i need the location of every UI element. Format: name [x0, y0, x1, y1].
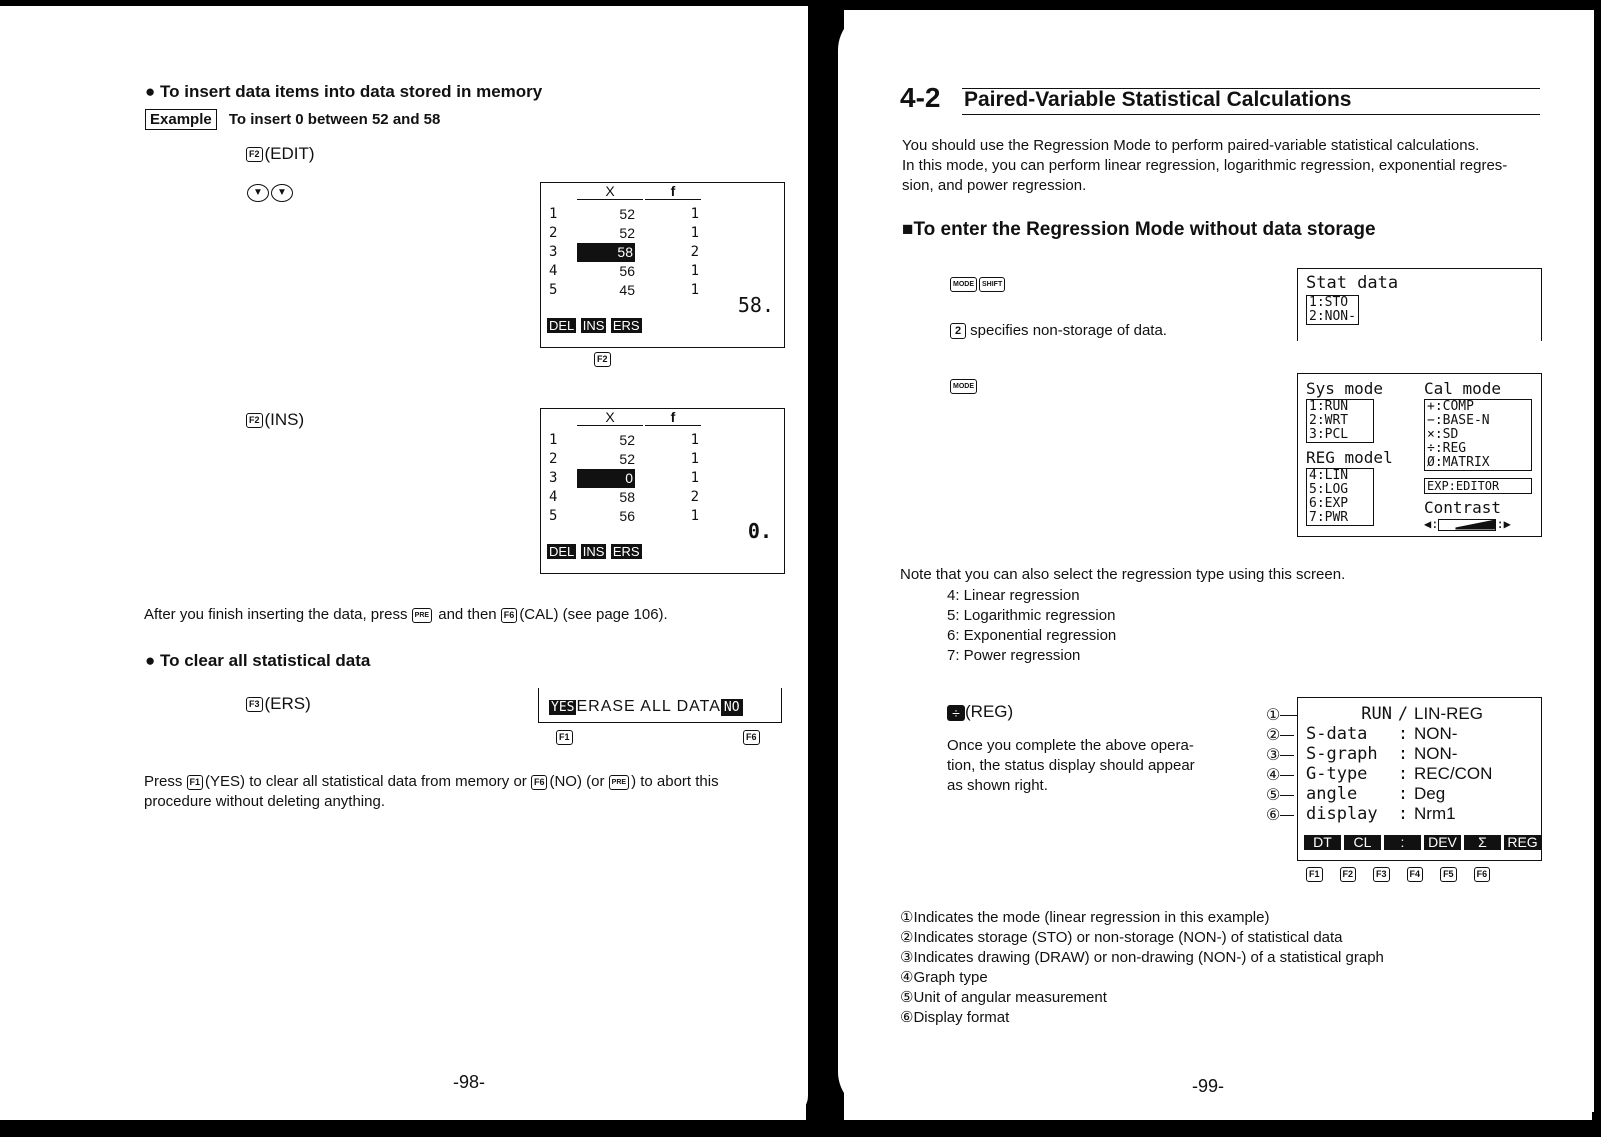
contrast-left-icon: ◀: [1424, 517, 1439, 531]
row-number: 1 [549, 432, 558, 448]
status-row [1306, 744, 1457, 764]
f1-key: F1 [187, 775, 204, 790]
yes-softkey: YES [551, 700, 575, 715]
f-cell: 1 [690, 263, 699, 279]
no-softkey: NO [721, 699, 743, 716]
function-key: F6 [1474, 867, 1491, 882]
status-softkey: : [1384, 835, 1421, 850]
callout-marker [1266, 805, 1294, 825]
status-screen [1297, 697, 1542, 861]
insert-screen [540, 408, 785, 574]
legend-list [900, 908, 1384, 1028]
x-cell: 56 [619, 508, 635, 524]
col-f-header: f [645, 183, 701, 200]
reg-step [947, 702, 1013, 722]
specifies-text: specifies non-storage of data. [970, 322, 1167, 339]
contrast-slider [1424, 517, 1511, 531]
f6-key: F6 [531, 775, 548, 790]
status-key: angle [1306, 784, 1358, 804]
f-cell: 1 [690, 451, 699, 467]
status-row [1306, 724, 1457, 744]
function-key: F3 [1373, 867, 1390, 882]
legend-text: Unit of angular measurement [913, 989, 1107, 1006]
cal-mode-title: Cal mode [1424, 379, 1502, 398]
status-key: display [1306, 804, 1378, 824]
legend-number: ③ [900, 949, 914, 966]
legend-number: ④ [900, 969, 914, 986]
cursor-down-icon: ▼ [247, 184, 269, 202]
sys-mode-list: 1:RUN 2:WRT 3:PCL [1306, 399, 1374, 443]
status-softkey: DT [1304, 835, 1341, 850]
f3-key: F3 [246, 697, 263, 712]
softkey-del: DEL [549, 544, 575, 559]
status-row [1306, 764, 1492, 784]
x-cell: 58 [619, 489, 635, 505]
status-value: REC/CON [1414, 764, 1493, 783]
x-cell: 52 [619, 206, 635, 222]
f6-under-no: F6 [743, 729, 762, 747]
callout-leader [1280, 775, 1294, 776]
f-cell: 2 [690, 489, 699, 505]
softkey-ers: ERS [612, 544, 640, 559]
stat-title: Stat data [1306, 273, 1399, 293]
stat-options: 1:STO 2:NON- [1306, 295, 1359, 325]
highlighted-cell: 0 [577, 469, 635, 488]
mode-shift-keys [950, 276, 1007, 294]
f-cell: 1 [690, 206, 699, 222]
note-text: Note that you can also select the regression type using this screen. [900, 566, 1346, 583]
step-ers-text: (ERS) [264, 694, 311, 713]
row-number: 4 [549, 263, 558, 279]
callout-number: ① [1266, 707, 1281, 724]
legend-item [900, 968, 1384, 988]
f2-key: F2 [246, 147, 263, 162]
row-number: 2 [549, 451, 558, 467]
pre-key: PRE [609, 775, 629, 790]
step-edit [246, 144, 315, 164]
row-number: 3 [549, 470, 558, 486]
legend-number: ⑥ [900, 1009, 914, 1026]
divide-key-icon: ÷ [947, 705, 965, 721]
x-cell: 52 [619, 451, 635, 467]
x-cell: 45 [619, 282, 635, 298]
reg-model-list: 4:LIN 5:LOG 6:EXP 7:PWR [1306, 468, 1374, 526]
legend-text: Graph type [913, 969, 988, 986]
cursor-down-keys [247, 182, 293, 202]
mode-key: MODE [950, 379, 977, 394]
example-row [145, 111, 440, 128]
section-title-rule-bottom [962, 114, 1540, 115]
f2-key: F2 [246, 413, 263, 428]
soft-keys [547, 543, 642, 561]
legend-item [900, 908, 1384, 928]
callout-marker [1266, 745, 1294, 765]
example-text: To insert 0 between 52 and 58 [228, 111, 441, 128]
specifies-row [950, 322, 1167, 339]
status-separator: : [1397, 744, 1409, 764]
legend-text: Indicates drawing (DRAW) or non-drawing (NON-) of a statistical graph [913, 949, 1384, 966]
page-number-99: -99- [1192, 1076, 1225, 1096]
display-value: 0. [747, 519, 772, 543]
scan-bottom-border [0, 1120, 1601, 1137]
section-title: Paired-Variable Statistical Calculations [964, 88, 1352, 111]
f-cell: 2 [690, 244, 699, 260]
erase-screen [538, 688, 782, 723]
f-cell: 1 [690, 470, 699, 486]
legend-number: ⑤ [900, 989, 914, 1006]
f-cell: 1 [690, 508, 699, 524]
row-number: 5 [549, 508, 558, 524]
callout-number: ③ [1266, 747, 1281, 764]
row-number: 1 [549, 206, 558, 222]
reg-type-list: 4: Linear regression 5: Logarithmic regression 6: Exponential regression 7: Power regression [947, 587, 1117, 664]
function-key: F5 [1440, 867, 1457, 882]
example-label: Example [145, 109, 217, 130]
callout-number: ⑤ [1266, 787, 1281, 804]
status-row [1306, 784, 1445, 804]
callout-marker [1266, 725, 1294, 745]
sys-mode-title: Sys mode [1306, 379, 1384, 398]
status-key: RUN [1361, 704, 1392, 724]
status-separator: : [1397, 724, 1409, 744]
row-number: 3 [549, 244, 558, 260]
edit-screen [540, 182, 785, 348]
step-ins [246, 410, 304, 430]
reg-model-title: REG model [1306, 448, 1393, 467]
status-soft-keys [1304, 834, 1544, 852]
row-number: 2 [549, 225, 558, 241]
legend-number: ① [900, 909, 914, 926]
step-edit-text: (EDIT) [264, 144, 315, 163]
pre-key: PRE [412, 608, 432, 623]
legend-number: ② [900, 929, 914, 946]
press-text: Press F1 (YES) to clear all statistical data from memory or F6 (NO) (or PRE ) to abort this procedure without deleting anything. [144, 773, 719, 810]
status-softkey: REG [1504, 835, 1541, 850]
soft-keys [547, 317, 642, 335]
callout-leader [1280, 755, 1294, 756]
reg-step-text: (REG) [965, 702, 1014, 721]
status-separator: : [1397, 764, 1409, 784]
legend-text: Indicates storage (STO) or non-storage (NON-) of statistical data [913, 929, 1343, 946]
function-key: F1 [1306, 867, 1323, 882]
status-value: NON- [1414, 744, 1458, 763]
status-separator: : [1397, 804, 1409, 824]
legend-item [900, 988, 1384, 1008]
softkey-ins: INS [582, 318, 605, 333]
softkey-del: DEL [549, 318, 575, 333]
function-key: F2 [1340, 867, 1357, 882]
legend-item [900, 948, 1384, 968]
f1-under-yes: F1 [556, 729, 575, 747]
enter-heading: ■To enter the Regression Mode without data storage [902, 219, 1376, 240]
callout-leader [1280, 795, 1294, 796]
status-value: Deg [1414, 784, 1446, 803]
status-value: LIN-REG [1414, 704, 1483, 723]
status-softkey: Σ [1464, 835, 1501, 850]
intro-paragraph: You should use the Regression Mode to perform paired-variable statistical calculations. In this mode, you can perform linear regression, logarithmic regression, exponential regres- sion, and power regression. [902, 137, 1508, 194]
cal-mode-list: +:COMP −:BASE-N ×:SD ÷:REG Ø:MATRIX [1424, 399, 1532, 471]
status-key: G-type [1306, 764, 1368, 784]
col-f-header: f [645, 409, 701, 426]
mode-screen [1297, 373, 1542, 537]
highlighted-cell: 58 [577, 243, 635, 262]
callout-number: ④ [1266, 767, 1281, 784]
status-key: S-graph [1306, 744, 1378, 764]
x-cell: 56 [619, 263, 635, 279]
insert-heading: ● To insert data items into data stored in memory [145, 82, 543, 101]
col-x-header: X [577, 183, 643, 200]
legend-item [900, 1008, 1384, 1028]
page-number-98: -98- [453, 1072, 486, 1092]
step-ers [246, 694, 311, 714]
f6-key: F6 [501, 608, 518, 623]
section-number: 4-2 [900, 82, 941, 113]
status-separator: : [1397, 784, 1409, 804]
contrast-bar [1438, 519, 1496, 531]
col-x-header: X [577, 409, 643, 426]
status-separator: / [1397, 704, 1409, 724]
contrast-title: Contrast [1424, 498, 1502, 517]
callout-marker [1266, 785, 1294, 805]
f-cell: 1 [690, 225, 699, 241]
erase-prompt: ERASE ALL DATA [576, 698, 721, 715]
callout-marker [1266, 765, 1294, 785]
contrast-right-icon: :▶ [1496, 517, 1511, 531]
status-value: NON- [1414, 724, 1458, 743]
status-row [1306, 704, 1483, 724]
legend-item [900, 928, 1384, 948]
f-cell: 1 [690, 432, 699, 448]
key-2: 2 [950, 323, 966, 339]
f2-under-ins: F2 [594, 351, 613, 369]
display-value: 58. [737, 293, 774, 317]
status-f-keys [1306, 866, 1507, 884]
status-softkey: CL [1344, 835, 1381, 850]
step-ins-text: (INS) [264, 410, 305, 429]
status-softkey: DEV [1424, 835, 1461, 850]
stat-data-screen [1297, 268, 1542, 341]
softkey-ers: ERS [612, 318, 640, 333]
status-key: S-data [1306, 724, 1368, 744]
exp-editor: EXP:EDITOR [1424, 478, 1532, 494]
after-insert-text: After you finish inserting the data, press PRE and then F6 (CAL) (see page 106). [144, 606, 668, 623]
legend-text: Indicates the mode (linear regression in this example) [913, 909, 1270, 926]
row-number: 4 [549, 489, 558, 505]
once-paragraph: Once you complete the above opera- tion, the status display should appear as shown right. [947, 737, 1195, 794]
function-key: F4 [1407, 867, 1424, 882]
callout-leader [1280, 815, 1294, 816]
legend-text: Display format [913, 1009, 1010, 1026]
x-cell: 52 [619, 225, 635, 241]
callout-number: ② [1266, 727, 1281, 744]
callout-leader [1280, 735, 1294, 736]
f-cell: 1 [690, 282, 699, 298]
mode-key-row [950, 378, 979, 396]
callout-number: ⑥ [1266, 807, 1281, 824]
shift-key: SHIFT [979, 277, 1005, 292]
clear-heading: ● To clear all statistical data [145, 651, 371, 670]
cursor-down-icon: ▼ [271, 184, 293, 202]
softkey-ins: INS [582, 544, 605, 559]
status-value: Nrm1 [1414, 804, 1456, 823]
status-row [1306, 804, 1456, 824]
row-number: 5 [549, 282, 558, 298]
x-cell: 52 [619, 432, 635, 448]
mode-key: MODE [950, 277, 977, 292]
